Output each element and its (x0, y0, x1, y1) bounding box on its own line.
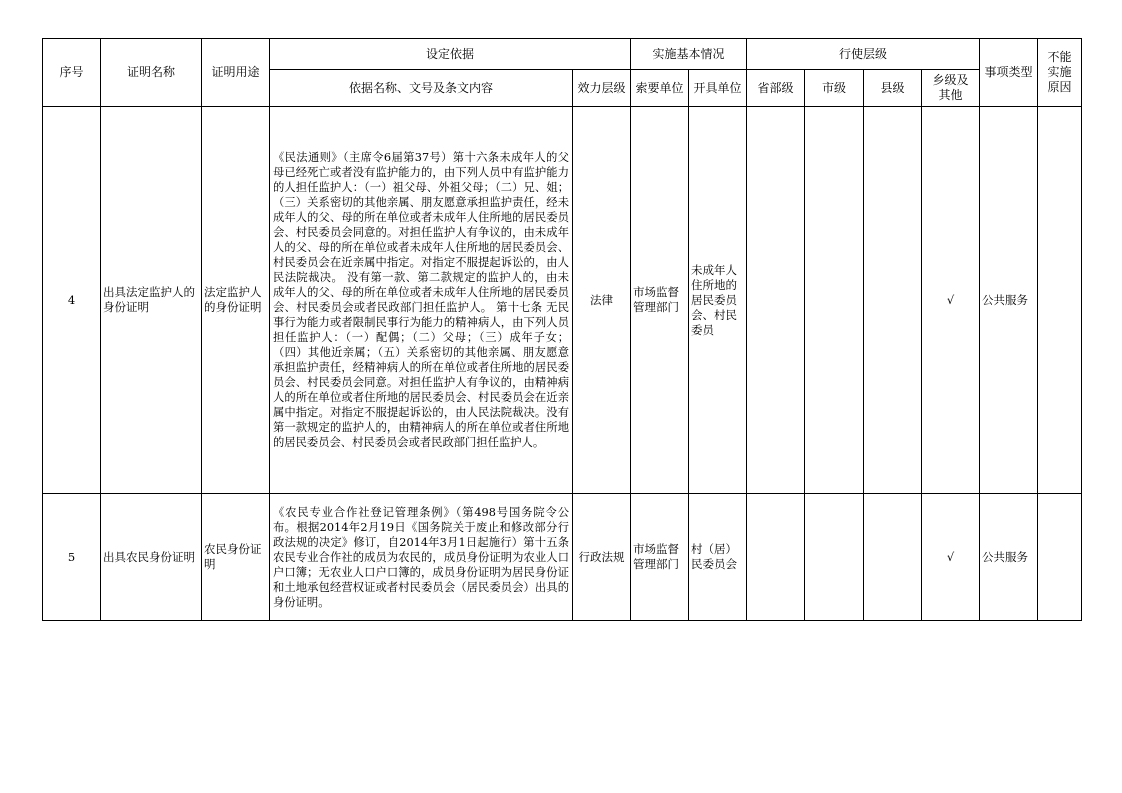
row-city (805, 107, 864, 494)
row-province (747, 107, 805, 494)
header-not-impl-reason: 不能实施原因 (1038, 39, 1082, 107)
header-city: 市级 (805, 70, 864, 107)
row-cert-name: 出具农民身份证明 (101, 494, 202, 621)
row-issue-unit: 未成年人住所地的居民委员会、村民委员 (689, 107, 747, 494)
header-issue-unit: 开具单位 (689, 70, 747, 107)
row-cert-use: 农民身份证明 (202, 494, 270, 621)
row-township: √ (922, 494, 980, 621)
row-basis: 《民法通则》（主席令6届第37号）第十六条未成年人的父母已经死亡或者没有监护能力的，由下列人员中有监护能力的人担任监护人：（一）祖父母、外祖父母；（二）兄、姐；（三）关系密切的其他亲属、朋友愿意承担监护责任，经未成年人的父、母的所在单位或者未成年人住所地的居民委员会、村民委员会同意的。对担任监护人有争议的，由未成年人的父、母的所在单位或者未成年人住所地的居民委员会、村民委员会在近亲属中指定。对指定不服提起诉讼的，由人民法院裁决。 没有第一款、第二款规定的监护人的，由未成年人的父、母的所在单位或者未成年人住所地的居民委员会、村民委员会或者民政部门担任监护人。 第十七条 无民事行为能力或者限制民事行为能力的精神病人，由下列人员担任监护人：（一）配偶；（二）父母；（三）成年子女；（四）其他近亲属；（五）关系密切的其他亲属、朋友愿意承担监护责任，经精神病人的所在单位或者住所地的居民委员会、村民委员会同意。对担任监护人有争议的，由精神病人的所在单位或者住所地的居民委员会、村民委员会在近亲属中指定。对指定不服提起诉讼的，由人民法院裁决。没有第一款规定的监护人的，由精神病人的所在单位或者住所地的居民委员会、村民委员会或者民政部门担任监护人。 (270, 107, 573, 494)
row-item-type: 公共服务 (980, 107, 1038, 494)
header-province: 省部级 (747, 70, 805, 107)
row-effect-level: 行政法规 (573, 494, 631, 621)
header-seq: 序号 (43, 39, 101, 107)
header-level-group: 行使层级 (747, 39, 980, 70)
header-basis-content: 依据名称、文号及条文内容 (270, 70, 573, 107)
row-issue-unit: 村（居）民委员会 (689, 494, 747, 621)
row-province (747, 494, 805, 621)
row-county (864, 107, 922, 494)
header-impl-group: 实施基本情况 (631, 39, 747, 70)
row-not-impl-reason (1038, 494, 1082, 621)
row-basis: 《农民专业合作社登记管理条例》（第498号国务院令公布。根据2014年2月19日《国务院关于废止和修改部分行政法规的决定》修订，自2014年3月1日起施行）第十五条 农民专业合作社的成员为农民的，成员身份证明为农业人口户口簿；无农业人口户口簿的，成员身份证明为居民身份证和土地承包经营权证或者村民委员会（居民委员会）出具的身份证明。 (270, 494, 573, 621)
row-county (864, 494, 922, 621)
table-row (43, 107, 1082, 494)
header-cert-name: 证明名称 (101, 39, 202, 107)
row-cert-use: 法定监护人的身份证明 (202, 107, 270, 494)
header-item-type: 事项类型 (980, 39, 1038, 107)
row-request-unit: 市场监督管理部门 (631, 494, 689, 621)
row-seq: 4 (43, 107, 101, 494)
table-row (43, 494, 1082, 621)
row-request-unit: 市场监督管理部门 (631, 107, 689, 494)
header-township: 乡级及其他 (922, 70, 980, 107)
row-township: √ (922, 107, 980, 494)
row-seq: 5 (43, 494, 101, 621)
row-item-type: 公共服务 (980, 494, 1038, 621)
row-not-impl-reason (1038, 107, 1082, 494)
row-cert-name: 出具法定监护人的身份证明 (101, 107, 202, 494)
header-county: 县级 (864, 70, 922, 107)
row-effect-level: 法律 (573, 107, 631, 494)
header-effect-level: 效力层级 (573, 70, 631, 107)
row-city (805, 494, 864, 621)
header-basis-group: 设定依据 (270, 39, 631, 70)
header-request-unit: 索要单位 (631, 70, 689, 107)
certificate-table (42, 38, 1082, 621)
header-cert-use: 证明用途 (202, 39, 270, 107)
